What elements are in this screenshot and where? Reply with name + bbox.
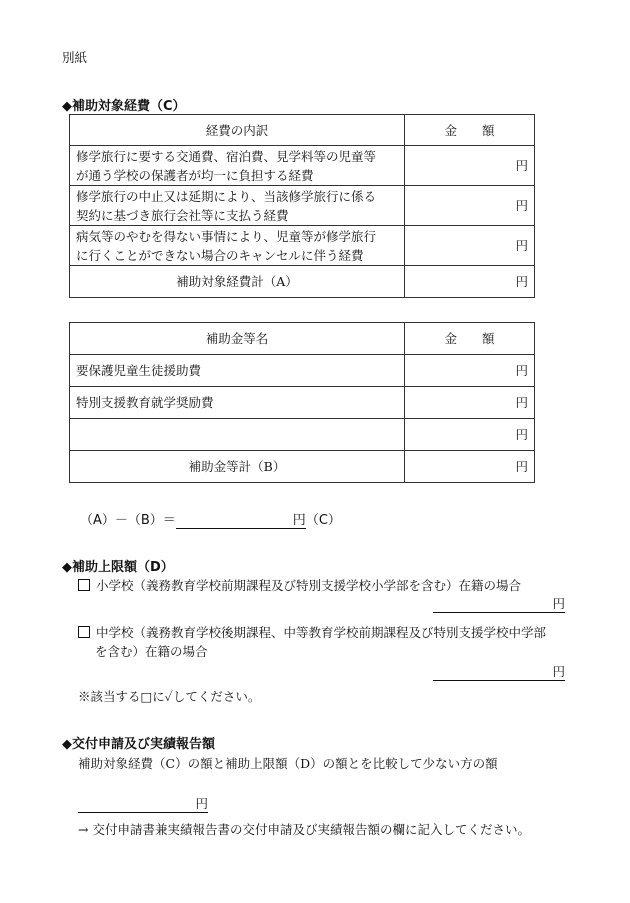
expense-item-line1: 修学旅行の中止又は延期により、当該修学旅行に係る <box>76 188 377 204</box>
option-junior-high-line1: 中学校（義務教育学校後期課程、中等教育学校前期課程及び特別支援学校中学部 <box>96 625 547 640</box>
subsidy-table-header <box>70 323 535 355</box>
subsidy-amount-cell[interactable]: 円 <box>405 387 535 419</box>
junior-high-checkbox[interactable] <box>78 626 90 638</box>
section-c-heading: ◆補助対象経費（C） <box>62 99 186 114</box>
report-instruction: → 交付申請書兼実績報告書の交付申請及び実績報告額の欄に記入してください。 <box>78 822 530 837</box>
expense-table-header <box>70 115 535 146</box>
expense-item-line2: 契約に基づき旅行会社等に支払う経費 <box>76 207 289 223</box>
subsidy-table <box>69 322 535 483</box>
expense-total-label: 補助対象経費計（A） <box>70 266 405 298</box>
expense-item-line1: 病気等のやむを得ない事情により、児童等が修学旅行 <box>76 228 377 244</box>
expense-item-line2: に行くことができない場合のキャンセルに伴う経費 <box>76 247 364 263</box>
expense-amount-cell[interactable]: 円 <box>405 146 535 186</box>
section-d-heading: ◆補助上限額（D） <box>62 560 174 575</box>
expense-item <box>70 186 405 226</box>
attachment-label: 別紙 <box>62 50 88 65</box>
report-heading: ◆交付申請及び実績報告額 <box>62 737 215 752</box>
report-amount-blank[interactable] <box>78 796 208 813</box>
col-amount-header: 金 額 <box>405 115 535 146</box>
option-junior-high <box>78 623 546 641</box>
report-description: 補助対象経費（C）の額と補助上限額（D）の額とを比較して少ない方の額 <box>78 756 498 771</box>
elementary-yen: 円 <box>552 596 565 611</box>
formula-line <box>80 509 341 529</box>
subsidy-total-row <box>70 451 535 483</box>
subsidy-amount-cell[interactable]: 円 <box>405 355 535 387</box>
expense-item-line1: 修学旅行に要する交通費、宿泊費、見学料等の児童等 <box>76 148 377 164</box>
option-junior-high-line2: を含む）在籍の場合 <box>95 644 208 659</box>
subsidy-total-amount[interactable]: 円 <box>405 451 535 483</box>
expense-item <box>70 226 405 266</box>
table-row <box>70 146 535 186</box>
junior-high-amount-blank[interactable] <box>433 664 565 681</box>
option-elementary <box>78 576 521 594</box>
col-breakdown-header: 経費の内訳 <box>70 115 405 146</box>
report-yen: 円 <box>195 796 208 811</box>
junior-high-yen: 円 <box>552 664 565 679</box>
expense-total-row <box>70 266 535 298</box>
expense-amount-cell[interactable]: 円 <box>405 186 535 226</box>
subsidy-name-blank[interactable] <box>70 419 405 451</box>
col-subsidy-name-header: 補助金等名 <box>70 323 405 355</box>
check-note: ※該当する□に✓してください。 <box>78 689 261 704</box>
col-subsidy-amount-header: 金 額 <box>405 323 535 355</box>
subsidy-amount-cell[interactable]: 円 <box>405 419 535 451</box>
elementary-checkbox[interactable] <box>78 579 90 591</box>
formula-right: （C） <box>305 513 341 528</box>
formula-c-blank[interactable] <box>176 509 306 529</box>
option-elementary-label: 小学校（義務教育学校前期課程及び特別支援学校小学部を含む）在籍の場合 <box>96 578 522 593</box>
table-row <box>70 186 535 226</box>
subsidy-total-label: 補助金等計（B） <box>70 451 405 483</box>
table-row <box>70 226 535 266</box>
table-row <box>70 355 535 387</box>
table-row <box>70 387 535 419</box>
expense-total-amount[interactable]: 円 <box>405 266 535 298</box>
table-row <box>70 419 535 451</box>
formula-left: （A）－（B）＝ <box>80 513 176 528</box>
subsidy-name: 要保護児童生徒援助費 <box>70 355 405 387</box>
expense-table <box>69 114 535 298</box>
formula-yen: 円 <box>292 513 306 528</box>
elementary-amount-blank[interactable] <box>433 596 565 613</box>
expense-item <box>70 146 405 186</box>
subsidy-name: 特別支援教育就学奨励費 <box>70 387 405 419</box>
expense-amount-cell[interactable]: 円 <box>405 226 535 266</box>
expense-item-line2: が通う学校の保護者が均一に負担する経費 <box>76 167 314 183</box>
